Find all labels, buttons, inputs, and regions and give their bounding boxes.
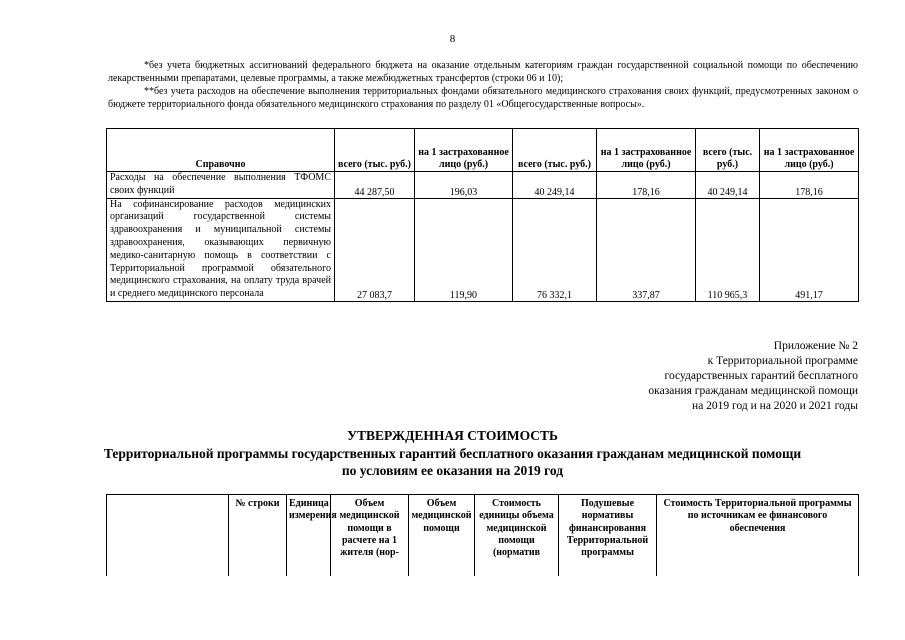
- appendix-note: [648, 339, 858, 414]
- column-header: на 1 застрахованное лицо (руб.): [760, 129, 859, 172]
- cost-table: [106, 494, 859, 576]
- table-header-row: [107, 495, 859, 577]
- appendix-line: оказания гражданам медицинской помощи: [648, 385, 858, 397]
- column-header: [107, 495, 229, 577]
- column-header: Стоимость Территориальной программы по источникам ее финансового обеспечения: [657, 495, 859, 577]
- column-header: всего (тыс. руб.): [513, 129, 597, 172]
- document-subtitle: Территориальной программы государственных гарантий бесплатного оказания гражданам медицинской помощи по условиям ее оказания на 2019 год: [103, 446, 802, 478]
- footnote-1: *без учета бюджетных ассигнований федерального бюджета на оказание отдельным категориям граждан государственной социальной помощи по обеспечению лекарственными препаратами, целевые программы, а также межбюджетных трансфертов (строки 06 и 10);: [108, 60, 858, 84]
- column-header: Подушевые нормативы финансирования Территориальной программы: [559, 495, 657, 577]
- appendix-line: на 2019 год и на 2020 и 2021 годы: [692, 400, 858, 412]
- table-cell: 178,16: [760, 172, 859, 199]
- column-header: Объем медицинской помощи в расчете на 1 жителя (нор-: [331, 495, 409, 577]
- page-number: 8: [449, 33, 456, 45]
- column-header: Стоимость единицы объема медицинской помощи (норматив: [475, 495, 559, 577]
- table-cell: 40 249,14: [696, 172, 760, 199]
- appendix-line: к Территориальной программе: [707, 355, 858, 367]
- table-cell: 40 249,14: [513, 172, 597, 199]
- table-row: [107, 172, 859, 199]
- table-cell: 178,16: [597, 172, 696, 199]
- column-header: на 1 застрахованное лицо (руб.): [597, 129, 696, 172]
- row-label: На софинансирование расходов медицинских организаций государственной системы здравоохранения и муниципальной системы здравоохранения, оказывающих первичную медико-санитарную помощь в соответствии с Территориальной программой обязательного медицинского страхования, на оплату труда врачей и среднего медицинского персонала: [107, 198, 335, 301]
- table-cell: 27 083,7: [335, 198, 415, 301]
- table-cell: 44 287,50: [335, 172, 415, 199]
- document-title: УТВЕРЖДЕННАЯ СТОИМОСТЬ: [347, 428, 558, 443]
- table-row: [107, 198, 859, 301]
- table-cell: 119,90: [415, 198, 513, 301]
- table-header-row: [107, 129, 859, 172]
- table-cell: 110 965,3: [696, 198, 760, 301]
- column-header: № строки: [229, 495, 287, 577]
- appendix-line: государственных гарантий бесплатного: [664, 370, 858, 382]
- table-cell: 196,03: [415, 172, 513, 199]
- footnote-2: **без учета расходов на обеспечение выполнения территориальных фондами обязательного медицинского страхования своих функций, предусмотренных законом о бюджете территориального фонда обязательного медицинского страхования по разделу 01 «Общегосударственные вопросы».: [108, 86, 858, 110]
- column-header: на 1 застрахованное лицо (руб.): [415, 129, 513, 172]
- column-header: Справочно: [107, 129, 335, 172]
- row-label: Расходы на обеспечение выполнения ТФОМС своих функций: [107, 172, 335, 199]
- appendix-line: Приложение № 2: [773, 340, 858, 352]
- column-header: Единица измерения: [287, 495, 331, 577]
- column-header: всего (тыс. руб.): [696, 129, 760, 172]
- table-cell: 76 332,1: [513, 198, 597, 301]
- table-cell: 491,17: [760, 198, 859, 301]
- column-header: Объем медицинской помощи: [409, 495, 475, 577]
- column-header: всего (тыс. руб.): [335, 129, 415, 172]
- reference-table: [106, 128, 859, 302]
- table-cell: 337,87: [597, 198, 696, 301]
